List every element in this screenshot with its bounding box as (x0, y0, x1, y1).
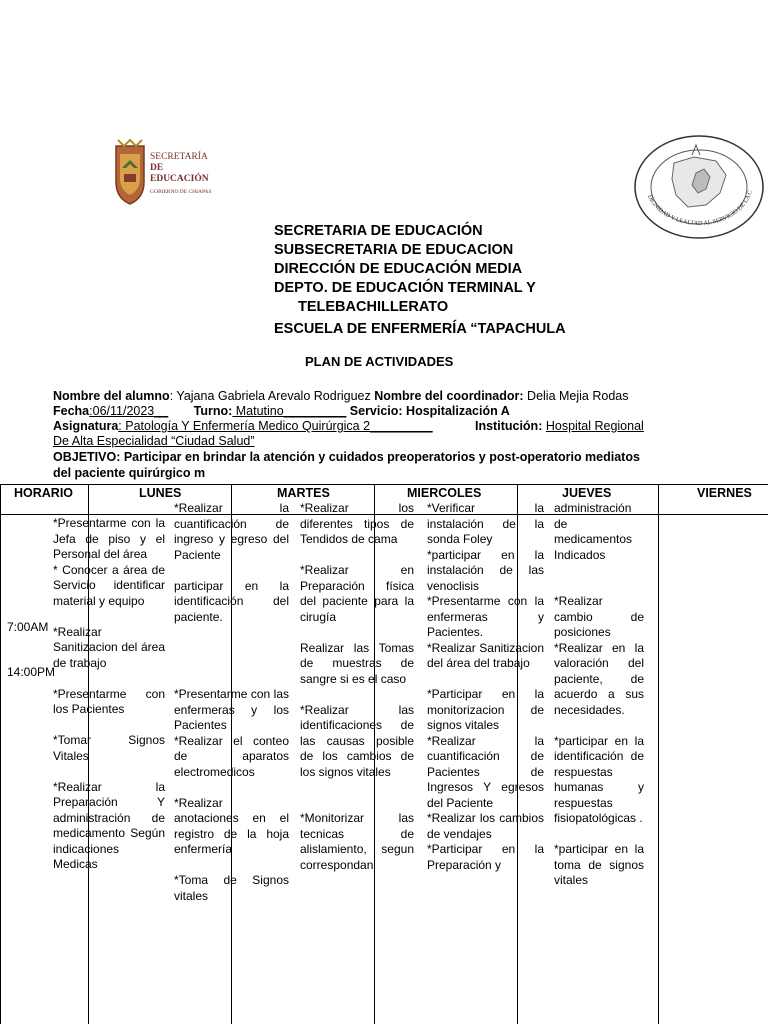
miercoles-activity: *Monitorizar las tecnicas de alislamiento, segun correspondan (300, 811, 414, 872)
lunes-activity: *Realizar la Preparación Y administración de medicamento Según indicaciones Medicas (53, 779, 165, 871)
lunes-activity: *Realizar Sanitizacion del área de trabajo (53, 624, 165, 670)
coordinador-value: Delia Mejia Rodas (523, 389, 629, 403)
jueves-activity: *Realizar los cambios de vendajes (427, 811, 544, 841)
jueves-activity: *Presentarme con la enfermeras y Pacientes. (427, 594, 544, 639)
martes-activity: *Realizar la cuantificación de ingreso y egreso del Paciente (174, 501, 289, 562)
turno-value: Matutino (232, 404, 284, 418)
horario-start: 7:00AM (7, 620, 49, 634)
continuation-activity: *Realizar cambio de posiciones (554, 594, 644, 639)
chiapas-shield-icon (112, 138, 148, 206)
lunes-cell (53, 516, 165, 873)
institucion-row (475, 419, 644, 434)
alumno-row (53, 389, 628, 404)
institucion-value: Hospital Regional (545, 419, 644, 433)
jueves-activity: *Realizar la cuantificación de Pacientes de Ingresos Y egresos del Paciente (427, 733, 544, 810)
header-line-1: SECRETARIA DE EDUCACIÓN (274, 223, 483, 239)
miercoles-activity: *Realizar en Preparación física del paciente para la cirugía (300, 563, 414, 624)
seal-motto: DIGNIDAD Y LEALTAD AL SERVICIO DE LA C (645, 189, 754, 227)
header-martes: MARTES (277, 486, 330, 500)
objetivo-label: OBJETIVO: (53, 450, 121, 464)
header-line-4: DEPTO. DE EDUCACIÓN TERMINAL Y (274, 280, 536, 296)
miercoles-activity: *Realizar los diferentes tipos de Tendidos de cama (300, 501, 414, 546)
continuation-activity: *Realizar en la valoración del paciente, de acuerdo a sus necesidades. (554, 640, 644, 717)
martes-activity: *Toma de Signos vitales (174, 873, 289, 903)
jueves-activity: *participar en la instalación de las venoclisis (427, 547, 544, 593)
logo-line1: SECRETARÍA (150, 152, 208, 162)
asignatura-value: : Patología Y Enfermería Medico Quirúrgica 2 (118, 419, 371, 433)
martes-cell (174, 501, 289, 904)
lunes-activity: *Tomar Signos Vitales (53, 733, 165, 763)
institucion-label: Institución: (475, 419, 543, 433)
continuation-activity: *participar en la identificación de respuestas humanas y respuestas fisiopatológicas . (554, 733, 644, 825)
turno-label: Turno: (193, 404, 233, 418)
jueves-cell (427, 501, 544, 873)
fecha-label: Fecha (53, 404, 90, 418)
header-jueves: JUEVES (562, 486, 612, 500)
lunes-activity: *Presentarme con los Pacientes (53, 686, 165, 716)
plan-title: PLAN DE ACTIVIDADES (305, 354, 454, 369)
col-divider (0, 484, 1, 1024)
continuation-activity: *participar en la toma de signos vitales (554, 842, 644, 887)
continuation-cell (554, 501, 644, 889)
logo-line3: GOBIERNO DE CHIAPAS (150, 189, 212, 195)
lunes-activity: *Presentarme con la Jefa de piso y el Personal del área (53, 516, 165, 561)
secretaria-logo (112, 138, 224, 218)
coordinador-label: Nombre del coordinador: (374, 389, 524, 403)
alumno-label: Nombre del alumno (53, 389, 170, 403)
miercoles-cell (300, 501, 414, 873)
jueves-activity: *Participar en la monitorizacion de signos vitales (427, 687, 544, 732)
objetivo-row (53, 450, 640, 465)
objetivo-value-2: del paciente quirúrgico m (53, 466, 206, 480)
asignatura-row: Asignatura: Patología Y Enfermería Medico Quirúrgica 2_________ (53, 419, 433, 433)
continuation-activity: administración de medicamentos Indicados (554, 501, 633, 562)
institucion-value-2: De Alta Especialidad “Ciudad Salud” (53, 434, 255, 448)
martes-activity: *Realizar anotaciones en el registro de la hoja enfermería (174, 795, 289, 856)
asignatura-label: Asignatura (53, 419, 119, 433)
seal-emblem-icon (632, 133, 766, 241)
miercoles-activity: *Realizar las identificaciones de las causas posible de los cambios de los signos vitales (300, 702, 414, 779)
header-lunes: LUNES (139, 486, 182, 500)
lunes-activity: * Conocer a área de Servicio identificar material y equipo (53, 562, 165, 608)
logo-line2: DE EDUCACIÓN (150, 163, 209, 184)
jueves-activity: *Participar en la Preparación y (427, 842, 544, 872)
fecha-value: :06/11/2023 (89, 404, 155, 418)
header-line-5: TELEBACHILLERATO (298, 299, 449, 315)
martes-activity: participar en la identificación del paciente. (174, 578, 289, 624)
header-line-2: SUBSECRETARIA DE EDUCACION (274, 242, 514, 258)
jueves-activity: *Verificar la instalación de la sonda Foley (427, 501, 544, 546)
header-line-6: ESCUELA DE ENFERMERÍA “TAPACHULA (274, 321, 566, 337)
servicio-label: Servicio: Hospitalización A (349, 404, 510, 418)
alumno-value: : Yajana Gabriela Arevalo Rodriguez (169, 389, 371, 403)
horario-end: 14:00PM (7, 665, 56, 679)
objetivo-value-1: Participar en brindar la atención y cuidados preoperatorios y post-operatorio mediatos (120, 450, 640, 464)
miercoles-activity: Realizar las Tomas de muestras de sangre si es el caso (300, 640, 414, 686)
martes-activity: *Presentarme con las enfermeras y los Pacientes (174, 687, 289, 732)
col-divider (658, 484, 659, 1024)
martes-activity: *Realizar el conteo de aparatos electromedicos (174, 733, 289, 779)
header-viernes: VIERNES (697, 486, 752, 500)
header-line-3: DIRECCIÓN DE EDUCACIÓN MEDIA (274, 261, 523, 277)
fecha-row: Fecha:06/11/2023__ Turno: Matutino_________ Servicio: Hospitalización A (53, 404, 510, 418)
jueves-activity: *Realizar Sanitizacion del área del trabajo (427, 640, 544, 670)
school-seal (632, 133, 766, 241)
table-top-border (0, 484, 768, 485)
header-horario: HORARIO (14, 486, 74, 500)
header-miercoles: MIERCOLES (407, 486, 482, 500)
